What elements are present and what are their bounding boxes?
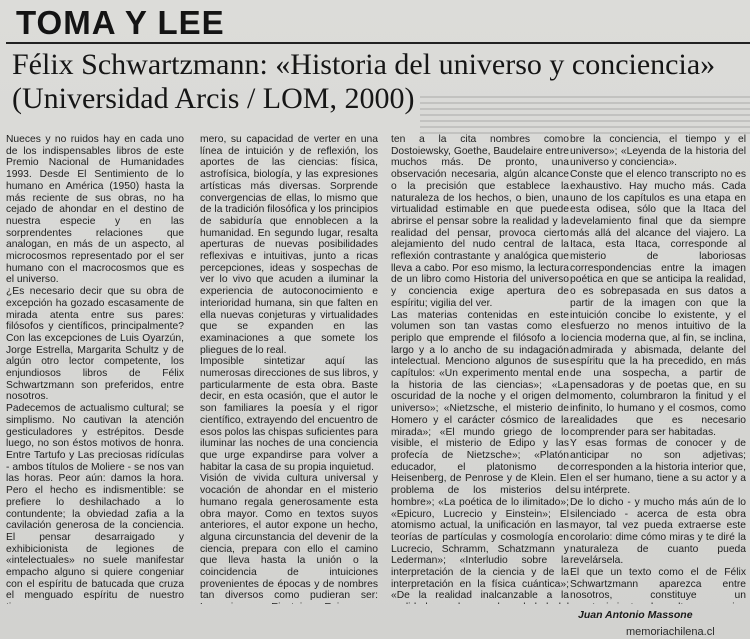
- article-column-3: [391, 134, 569, 604]
- paragraph: El que un texto como el de Félix Schwartzmann aparezca entre nosotros, constituye un: [570, 567, 746, 602]
- article-column-1: [6, 134, 184, 604]
- paragraph: Padecemos de actualismo cultural; se simplismo. No cautivan la atención gesticuladores y estrépitos. Desde luego, no son éstos motivos de honra. Entre Tartufo y Las preciosas ridículas - ambos títulos de Moliere - se nos van las horas. Peor aún: damos la hora. Pero el hecho es indismentible: se prefiere lo deshilachado a lo contundente; la obviedad zafia a la cavilación generosa de la conciencia. El pensar desarraigado y exhibicionista de legiones de «intelectuales» no suele manifestar empacho alguno si quiere congeniar con el espíritu de batucada que cruza el menguado espíritu de nuestro: [6, 403, 184, 602]
- paragraph: Imposible sintetizar aquí las numerosas direcciones de sus libros, y particularmente de esta obra. Baste decir, en esta ocasión, que el autor le son familiares la poesía y el rigor científico, extrayendo del encuentro de esos polos las chispas suficientes para iluminar las noches de una conciencia que urge expandirse para volver a habitar la casa de su propia inquietud.: [200, 356, 378, 473]
- headline-line-1: Félix Schwartzmann: «Historia del universo y conciencia»: [12, 48, 716, 81]
- paragraph: mero, su capacidad de verter en una línea de intuición y de reflexión, los aportes de las ciencias: física, astrofísica, biología, y las expresiones artísticas más diversas. Sorprende convergencias de ellas, lo mismo que de la tradición filosófica y los principios de sabiduría que ennoblecen a la humanidad. En segundo lugar, resalta aperturas de nuevas posibilidades reflexivas e intuitivas, junto a ricas percepciones, ideas y sospechas de ver lo vivo que acuden a iluminar la experiencia de autoconocimiento e interioridad humana, sin que falten en ella nuevas conjeturas y virtualidades que se expanden en las examinaciones a que somete los pliegues de lo real.: [200, 134, 378, 356]
- headline-line-2: (Universidad Arcis / LOM, 2000): [12, 82, 415, 115]
- author-byline: Juan Antonio Massone: [578, 609, 693, 621]
- paragraph: De lo dicho - y mucho más aún de lo silenciado - acerca de esta obra mayor, tal vez pueda extraerse este corolario: dime cómo miras y te diré la naturaleza de cuanto pueda revelársela.: [570, 496, 746, 567]
- paragraph: bre la conciencia, el tiempo y el universo»; «Leyenda de la historia del universo y conciencia».: [570, 134, 746, 169]
- source-watermark: memoriachilena.cl: [626, 626, 715, 638]
- paragraph: ten a la cita nombres como Dostoiewsky, Goethe, Baudelaire entre muchos más. De pronto, una observación necesaria, algún alcance o la precisión que establece la naturaleza de los hechos, o bien, una virtualidad estimable en que puede abrirse el pensar sobre la realidad y la realidad del pensar, provoca cierto alejamiento del nudo central de la reflexión contrastante y analógica que lleva a cabo. Por eso mismo, la lectura de un libro como Historia del universo y conciencia exige apertura de espíritu; vigilia del ver.: [391, 134, 569, 309]
- paragraph: Visión de vivida cultura universal y vocación de ahondar en el misterio humano regala generosamente esta obra mayor. Como en textos suyos anteriores, el autor expone un hecho, alguna circunstancia del devenir de la ciencia, prepara con ello el camino que lleva hasta la unión o la coincidencia de intuiciones provenientes de épocas y de nombres tan diversos como pudieran ser:: [200, 473, 378, 602]
- article-column-2: [200, 134, 378, 604]
- paragraph: Y esas formas de conocer y de anticipar no son adjetivas; corresponden a la historia interior que, en el ser humano, tiene a su actor y a su intérprete.: [570, 438, 746, 497]
- paragraph: ¿Es necesario decir que su obra de excepción ha gozado escasamente de mirada atenta entre sus pares: filósofos y científicos, principalmente? Con las excepciones de Luis Oyarzún, Jorge Estrella, Margarita Schultz y de algún otro lector competente, los enjundiosos libros de Félix Schwartzmann son preferidos, entre nosotros.: [6, 286, 184, 403]
- paragraph: Las materias contenidas en este volumen son tan vastas como el periplo que emprende el filósofo a lo largo y a lo ancho de su indagación intelectual. Menciono algunos de sus capítulos: «Un experimento mental en la historia de las ciencias»; «La oscuridad de la noche y el origen del universo»; «Nietzsche, el misterio de Homero y el carácter cósmico de la mirada»; «El mundo griego de lo visible, el misterio de Edipo y las profecía de Nietzsche»; «Platón educador, el platonismo de Heisenberg, de Penrose y de Klein. El problema de los misterios del hombre»; «La poética de lo ilimitado»; «Epicuro, Lucrecio y Einstein»; El atomismo actual, la unificación en las teorías de partículas y cosmología en Lucrecio, Schramm, Schatzmann y Lederman»; «Interludio sobre la interpretación de la ciencia y de la interpretación en la física cuántica»; «De la realidad inalcanzable a la: [391, 309, 569, 602]
- section-title: TOMA Y LEE: [16, 4, 225, 41]
- article-headline: [12, 48, 742, 116]
- article-column-4: [570, 134, 746, 604]
- section-header: [6, 2, 750, 44]
- paragraph: Conste que el elenco transcripto no es exhaustivo. Hay mucho más. Cada uno de los capítulos es una etapa en esta odisea, sólo que la Itaca del develamiento final que da siempre más allá del alcance del viajero. La Itaca, esta Itaca, corresponde al misterio de laboriosas correspondencias entre la imagen poética en que se anticipa la realidad, o es sobrepasada en sus datos a partir de la imagen con que la intuición concibe lo existente, y el esfuerzo no menos intuitivo de la ciencia moderna que, al fin, se inclina, admirada y abismada, delante del espíritu que la ha precedido, en más de una sospecha, a partir de pensadoras y de poetas que, en su momento, columbraron la finitud y el infinito, lo humano y el cosmos, como realidades que es necesario comprender para ser habitadas.: [570, 169, 746, 438]
- paragraph: Nueces y no ruidos hay en cada uno de los indispensables libros de este Premio Nacional de Humanidades 1993. Desde El Sentimiento de lo humano en América (1950) hasta la más reciente de sus obras, no ha cejado de ahondar en el destino de nuestra especie y en las sorprendentes relaciones que analogan, en más de un aspecto, al microcosmos representado por el ser humano con el macrocosmos que es el universo.: [6, 134, 184, 286]
